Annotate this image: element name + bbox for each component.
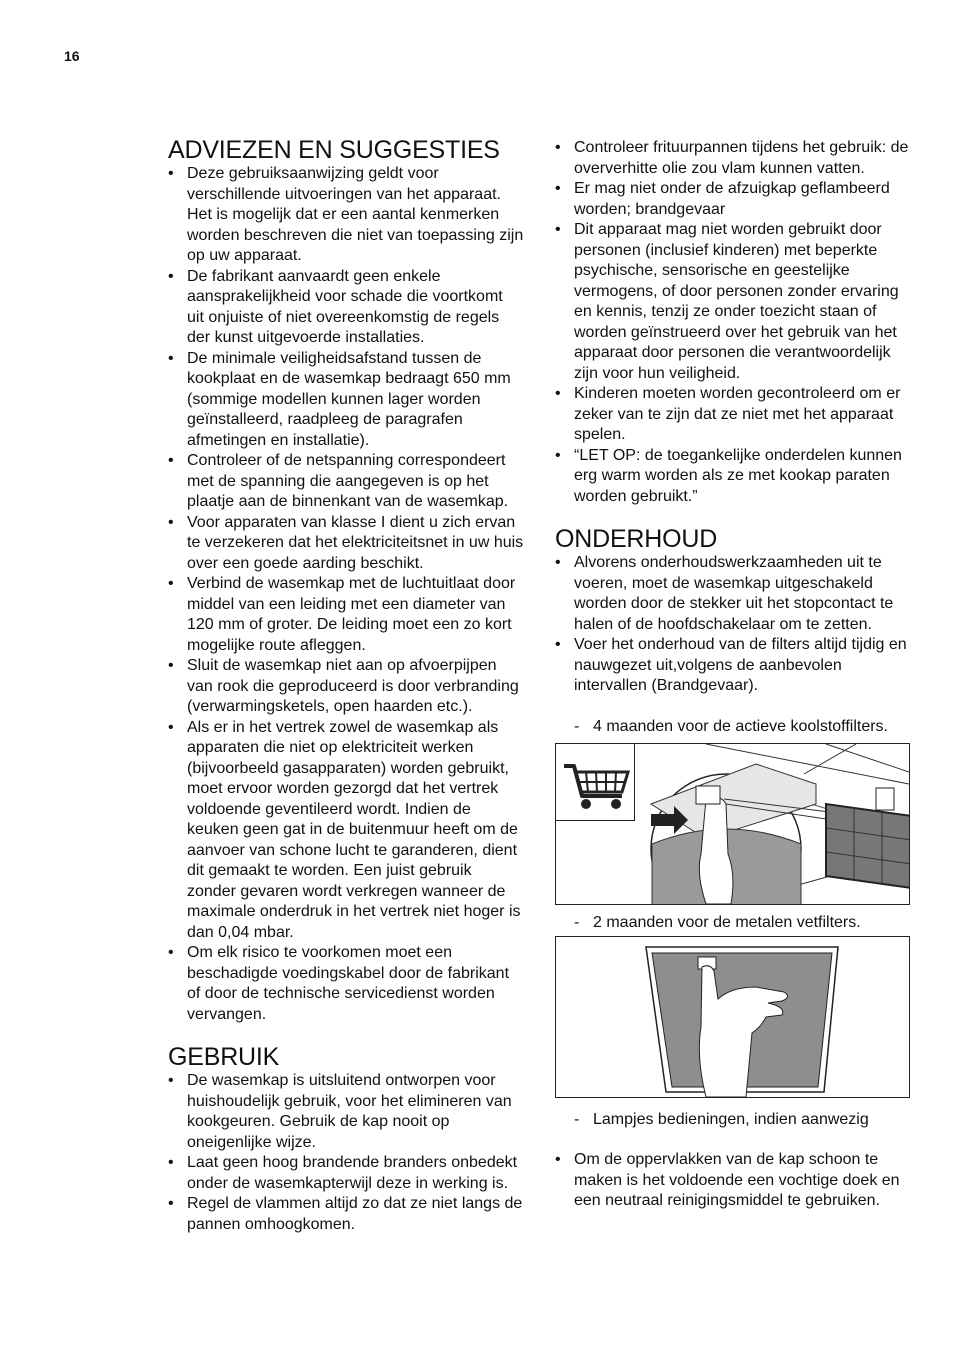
metal-filter-drawing xyxy=(556,937,909,1097)
list-item: • Laat geen hoog brandende branders onbedekt onder de wasemkapterwijl deze in werking is. xyxy=(168,1153,524,1194)
section-title-usage: GEBRUIK xyxy=(168,1043,280,1071)
interval-lamps: - Lampjes bedieningen, indien aanwezig xyxy=(555,1110,913,1131)
list-item: • Voer het onderhoud van de filters altijd tijdig en nauwgezet uit,volgens de aanbevolen intervallen (Brandgevaar). xyxy=(555,635,913,697)
list-item: • Sluit de wasemkap niet aan op afvoerpijpen van rook die geproduceerd is door verbranding (verwarmingsketels, open haarden etc.). xyxy=(168,656,524,718)
list-item: • Kinderen moeten worden gecontroleerd om er zeker van te zijn dat ze niet met het apparaat spelen. xyxy=(555,384,913,446)
list-item: • Om elk risico te voorkomen moet een beschadigde voedingskabel door de fabrikant of door de technische servicedienst worden vervangen. xyxy=(168,943,524,1025)
list-item: • Controleer frituurpannen tijdens het gebruik: de oververhitte olie zou vlam kunnen vatten. xyxy=(555,138,913,179)
list-item: • Voor apparaten van klasse I dient u zich ervan te verzekeren dat het elektriciteitsnet in uw huis over een goede aarding beschikt. xyxy=(168,513,524,575)
cleaning-list xyxy=(555,1150,913,1212)
interval-carbon-filters: - 4 maanden voor de actieve koolstoffilters. xyxy=(555,717,913,738)
advice-list xyxy=(168,164,524,1025)
list-item: • De wasemkap is uitsluitend ontworpen voor huishoudelijk gebruik, voor het elimineren van kookgeuren. Gebruik de kap nooit op oneigenlijke wijze. xyxy=(168,1071,524,1153)
section-title-maintenance: ONDERHOUD xyxy=(555,525,718,553)
cart-icon-box xyxy=(556,744,635,821)
section-usage xyxy=(168,1043,524,1235)
interval-metal-filters: - 2 maanden voor de metalen vetfilters. xyxy=(555,913,913,934)
list-item: • Deze gebruiksaanwijzing geldt voor verschillende uitvoeringen van het apparaat. Het is mogelijk dat er een aantal kenmerken worden beschreven die niet van toepassing zijn op uw apparaat. xyxy=(168,164,524,267)
list-item: • Controleer of de netspanning correspondeert met de spanning die aangegeven is op het plaatje aan de binnenkant van de wasemkap. xyxy=(168,451,524,513)
list-item: • Verbind de wasemkap met de luchtuitlaat door middel van een leiding met een diameter van 120 mm of groter. De leiding moet een zo kort mogelijke route afleggen. xyxy=(168,574,524,656)
usage-list xyxy=(168,1071,524,1235)
list-item: • Als er in het vertrek zowel de wasemkap als apparaten die niet op elektriciteit werken (bijvoorbeeld gasapparaten) worden gebruikt, moet ervoor worden gezorgd dat het vertrek voldoende geventileerd wordt. Indien de keuken geen gat in de buitenmuur heeft om de aanvoer van schone lucht te garanderen, dient dit gemaakt te worden. Een juist gebruik zonder gevaren wordt verkregen wanneer de maximale onderdruk in het vertrek niet hoger is dan 0,04 mbar. xyxy=(168,718,524,944)
section-title-advice: ADVIEZEN EN SUGGESTIES xyxy=(168,136,500,164)
section-advice xyxy=(168,136,524,1025)
list-item: • De minimale veiligheidsafstand tussen de kookplaat en de wasemkap bedraagt 650 mm (sommige modellen kunnen lager worden geïnstalleerd, raadpleeg de paragrafen afmetingen en installatie). xyxy=(168,349,524,452)
page-number: 16 xyxy=(64,48,80,64)
right-column xyxy=(555,138,913,1212)
usage-continued-list xyxy=(555,138,913,507)
shopping-cart-icon xyxy=(556,744,634,820)
list-item: • Er mag niet onder de afzuigkap geflambeerd worden; brandgevaar xyxy=(555,179,913,220)
carbon-filter-illustration xyxy=(555,743,910,905)
list-item: • Alvorens onderhoudswerkzaamheden uit te voeren, moet de wasemkap uitgeschakeld worden door de stekker uit het stopcontact te halen of de hoofdschakelaar om te zetten. xyxy=(555,553,913,635)
section-maintenance xyxy=(555,525,913,697)
list-item: • Om de oppervlakken van de kap schoon te maken is het voldoende een vochtige doek en een neutraal reinigingsmiddel te gebruiken. xyxy=(555,1150,913,1212)
list-item: • Regel de vlammen altijd zo dat ze niet langs de pannen omhoogkomen. xyxy=(168,1194,524,1235)
list-item: • “LET OP: de toegankelijke onderdelen kunnen erg warm worden als ze met kookap paraten worden gebruikt.” xyxy=(555,446,913,508)
list-item: • De fabrikant aanvaardt geen enkele aansprakelijkheid voor schade die voortkomt uit onjuiste of niet overeenkomstig de regels der kunst uitgevoerde installaties. xyxy=(168,267,524,349)
list-item: • Dit apparaat mag niet worden gebruikt door personen (inclusief kinderen) met beperkte psychische, sensorische en geestelijke vermogens, of door personen zonder ervaring en kennis, tenzij ze onder toezicht staan of worden geïnstrueerd over het gebruik van het apparaat door personen die verantwoordelijk zijn voor hun veiligheid. xyxy=(555,220,913,384)
metal-filter-illustration xyxy=(555,936,910,1098)
maintenance-list xyxy=(555,553,913,697)
left-column xyxy=(168,136,524,1235)
